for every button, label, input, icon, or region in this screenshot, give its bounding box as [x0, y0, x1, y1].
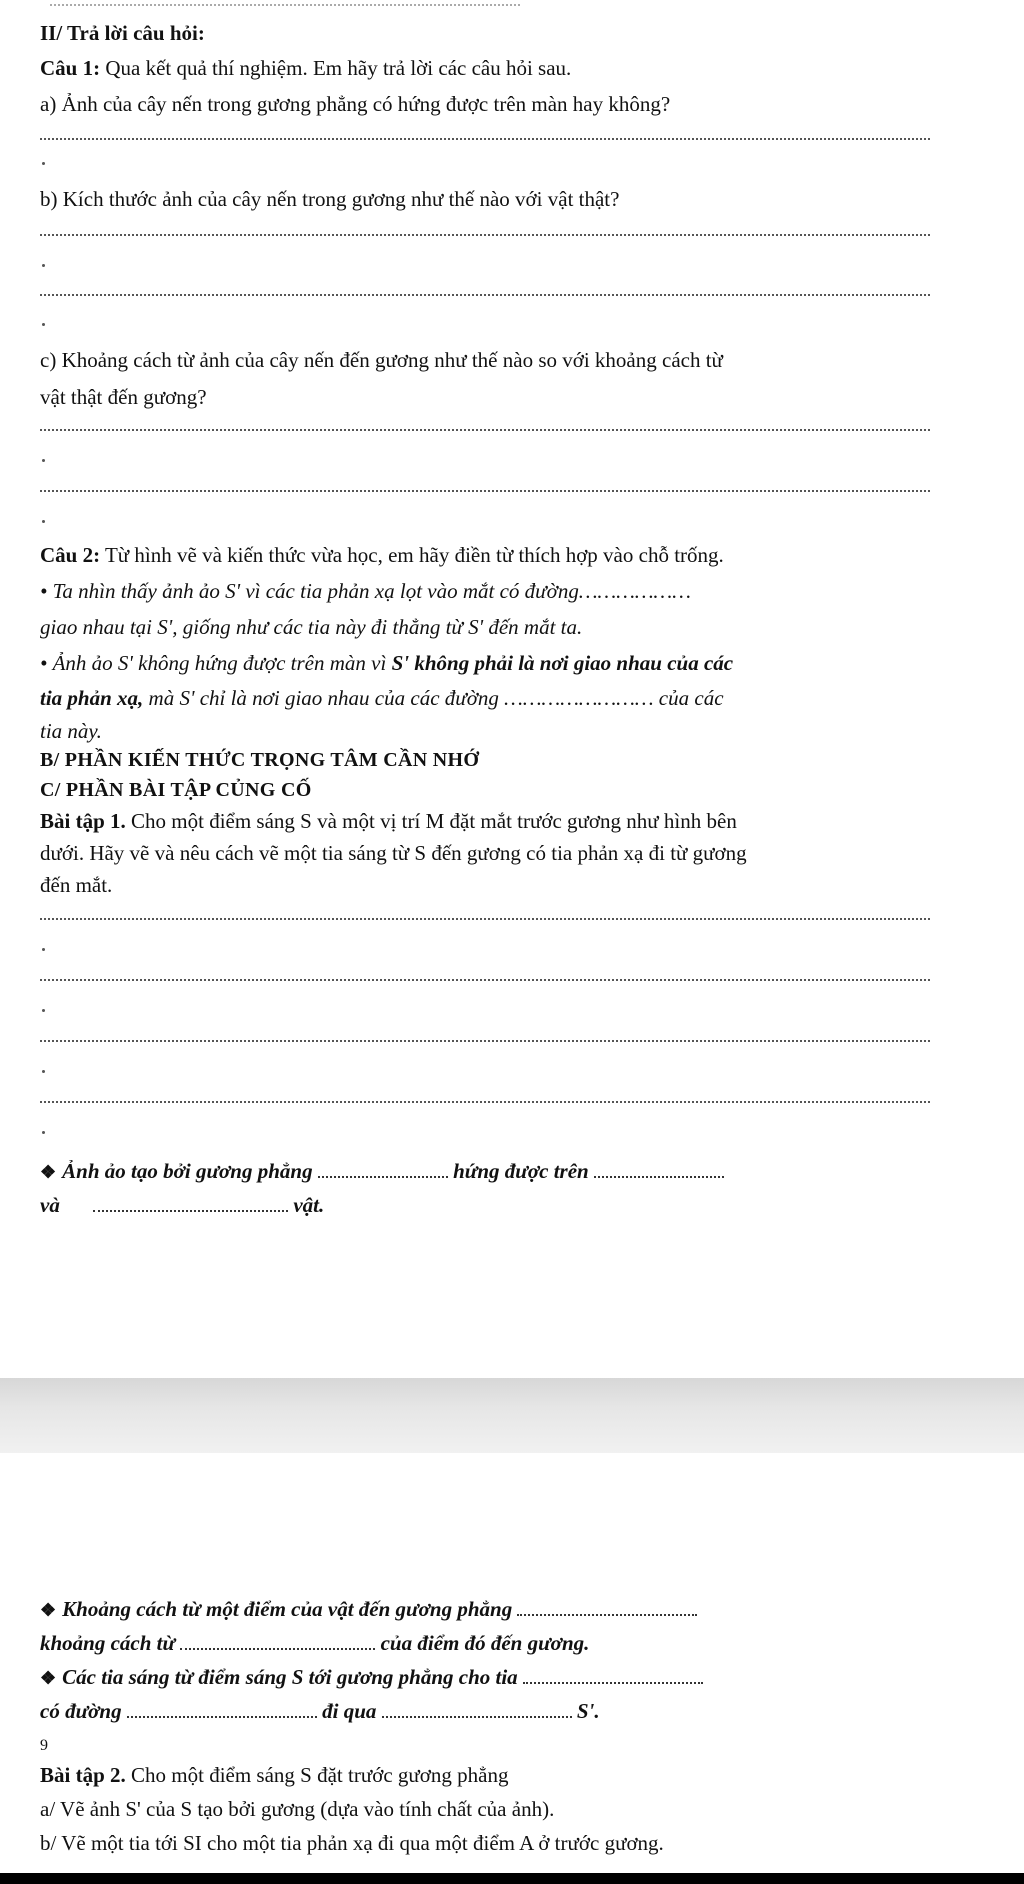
fill-blank: [180, 1630, 375, 1650]
bullet-2-bold-text-2: tia phản xạ,: [40, 686, 144, 710]
diamond-bullet-icon: ❖: [40, 1668, 57, 1688]
line-end-dot: [42, 520, 45, 523]
question-2: [40, 542, 724, 568]
bullet-2-bold-text: S' không phải là nơi giao nhau của các: [391, 651, 734, 675]
summary-text: có đường: [40, 1699, 122, 1723]
fill-blank: [382, 1698, 572, 1718]
summary-item-3-line1: [40, 1664, 703, 1691]
question-2-bullet-2-line2: [40, 685, 724, 711]
question-1c-line1: c) Khoảng cách từ ảnh của cây nến đến gương như thế nào so với khoảng cách từ: [40, 348, 723, 372]
summary-text: vật.: [293, 1193, 325, 1217]
line-end-dot: [42, 323, 45, 326]
cut-off-line: [50, 4, 520, 12]
summary-text: đi qua: [322, 1699, 377, 1723]
answer-line: [40, 979, 930, 981]
diamond-bullet-icon: ❖: [40, 1600, 57, 1620]
question-2-bullet-1-line1: • Ta nhìn thấy ảnh ảo S' vì các tia phản xạ lọt vào mắt có đường………………: [40, 579, 691, 603]
exercise-1-label: Bài tập 1.: [40, 809, 126, 833]
bullet-2-text: • Ảnh ảo S' không hứng được trên màn vì: [40, 651, 392, 675]
exercise-1-text: Cho một điểm sáng S và một vị trí M đặt mắt trước gương như hình bên: [125, 809, 737, 833]
summary-item-1-line2: [40, 1192, 324, 1218]
fill-blank: [318, 1158, 448, 1178]
summary-text: hứng được trên: [453, 1159, 589, 1183]
exercise-2-label: Bài tập 2.: [40, 1763, 126, 1787]
fill-blank: [517, 1596, 697, 1616]
fill-blank: [127, 1698, 317, 1718]
question-1-label: Câu 1:: [40, 56, 101, 80]
exercise-2b: b/ Vẽ một tia tới SI cho một tia phản xạ đi qua một điểm A ở trước gương.: [40, 1831, 664, 1855]
exercise-2-line1: [40, 1762, 508, 1788]
summary-text: Ảnh ảo tạo bởi gương phẳng: [62, 1159, 313, 1183]
exercise-1-line1: [40, 808, 737, 834]
question-1c-line2: vật thật đến gương?: [40, 385, 207, 409]
section-c-heading: C/ PHẦN BÀI TẬP CỦNG CỐ: [40, 779, 312, 801]
line-end-dot: [42, 459, 45, 462]
answer-line: [40, 294, 930, 296]
line-end-dot: [42, 948, 45, 951]
fill-blank: [594, 1158, 724, 1178]
answer-line: [40, 490, 930, 492]
summary-text: khoảng cách từ: [40, 1631, 176, 1655]
answer-line: [40, 1040, 930, 1042]
summary-item-3-line2: [40, 1698, 600, 1724]
exercise-1-line3: đến mắt.: [40, 873, 113, 897]
question-2-bullet-2-line3: tia này.: [40, 719, 102, 743]
summary-item-2-line2: [40, 1630, 589, 1656]
section-2-heading: II/ Trả lời câu hỏi:: [40, 21, 205, 45]
exercise-2-text: Cho một điểm sáng S đặt trước gương phẳng: [125, 1763, 509, 1787]
answer-line: [40, 1101, 930, 1103]
answer-line: [40, 138, 930, 140]
bottom-edge-bar: [0, 1873, 1024, 1884]
fill-blank: [93, 1192, 288, 1212]
line-end-dot: [42, 1070, 45, 1073]
question-1b: b) Kích thước ảnh của cây nến trong gương như thế nào với vật thật?: [40, 187, 620, 211]
summary-text: và: [40, 1193, 60, 1217]
bullet-2-text-2: mà S' chỉ là nơi giao nhau của các đường …………………… của các: [143, 686, 724, 710]
diamond-bullet-icon: ❖: [40, 1162, 57, 1182]
question-2-bullet-2-line1: [40, 650, 733, 676]
question-1a: a) Ảnh của cây nến trong gương phẳng có hứng được trên màn hay không?: [40, 92, 671, 116]
question-2-bullet-1-line2: giao nhau tại S', giống như các tia này đi thẳng từ S' đến mắt ta.: [40, 615, 583, 639]
summary-item-1-line1: [40, 1158, 724, 1185]
line-end-dot: [42, 264, 45, 267]
summary-text: của điểm đó đến gương.: [380, 1631, 590, 1655]
answer-line: [40, 429, 930, 431]
question-2-text: Từ hình vẽ và kiến thức vừa học, em hãy điền từ thích hợp vào chỗ trống.: [100, 543, 724, 567]
question-1: [40, 55, 571, 81]
answer-line: [40, 234, 930, 236]
answer-line: [40, 918, 930, 920]
line-end-dot: [42, 1009, 45, 1012]
summary-item-2-line1: [40, 1596, 697, 1623]
summary-text: Các tia sáng từ điểm sáng S tới gương phẳng cho tia: [62, 1665, 518, 1689]
page-break-gap: [0, 1378, 1024, 1453]
section-b-heading: B/ PHẦN KIẾN THỨC TRỌNG TÂM CẦN NHỚ: [40, 749, 480, 771]
question-2-label: Câu 2:: [40, 543, 101, 567]
summary-text: Khoảng cách từ một điểm của vật đến gương phẳng: [62, 1597, 513, 1621]
question-1-text: Qua kết quả thí nghiệm. Em hãy trả lời các câu hỏi sau.: [100, 56, 572, 80]
page-number: 9: [40, 1737, 48, 1754]
exercise-2a: a/ Vẽ ảnh S' của S tạo bởi gương (dựa vào tính chất của ảnh).: [40, 1797, 555, 1821]
line-end-dot: [42, 1131, 45, 1134]
exercise-1-line2: dưới. Hãy vẽ và nêu cách vẽ một tia sáng từ S đến gương có tia phản xạ đi từ gương: [40, 841, 747, 865]
summary-text: S'.: [576, 1699, 600, 1723]
fill-blank: [523, 1664, 703, 1684]
line-end-dot: [42, 162, 45, 165]
